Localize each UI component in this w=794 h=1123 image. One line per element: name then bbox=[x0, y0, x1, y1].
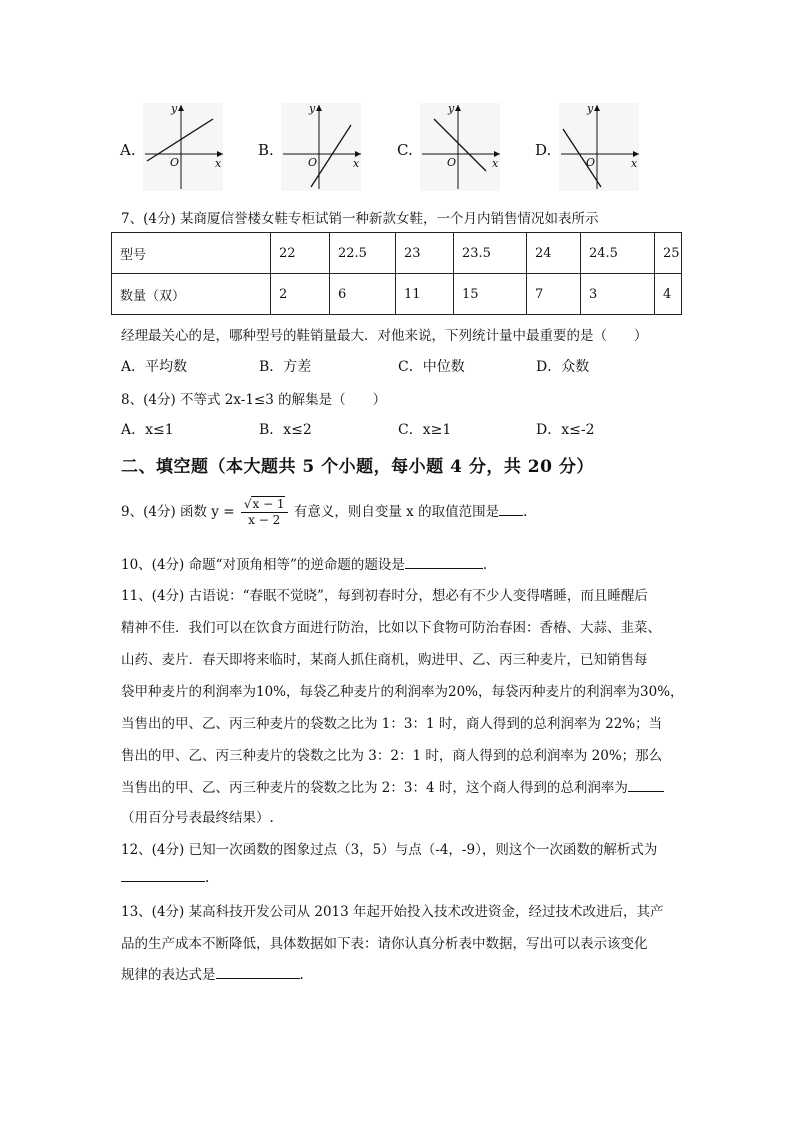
option-d-label: D. bbox=[535, 141, 552, 159]
q12-answer bbox=[121, 867, 209, 886]
q10-answer-blank[interactable] bbox=[405, 554, 483, 569]
q13-line: 13、(4分) 某高科技开发公司从 2013 年起开始投入技术改进资金，经过技术改进后，其产 bbox=[121, 904, 664, 920]
q9-prefix: 9、(4分) 函数 y = bbox=[121, 504, 235, 520]
q11-note: （用百分号表最终结果）. bbox=[121, 810, 274, 826]
option-d-graph bbox=[559, 103, 639, 191]
q8-choice-c: C．x≥1 bbox=[398, 422, 452, 438]
table-cell: 11 bbox=[396, 274, 454, 315]
option-a-y: y bbox=[171, 103, 178, 115]
q9-end: . bbox=[523, 504, 528, 520]
table-row bbox=[112, 233, 682, 274]
option-c-x: x bbox=[492, 157, 499, 170]
q9-answer-blank[interactable] bbox=[499, 501, 523, 516]
table-cell: 23 bbox=[396, 233, 454, 274]
q11-line: 山药、麦片．春天即将来临时，某商人抓住商机，购进甲、乙、丙三种麦片，已知销售每 bbox=[121, 652, 648, 668]
table-cell: 25 bbox=[655, 233, 682, 274]
q9-fraction: $\frac{√x - 1}{x - 2}$ bbox=[241, 497, 288, 528]
q7-choice-a: A．平均数 bbox=[121, 359, 188, 375]
q7-text: 7、(4分) 某商厦信誉楼女鞋专柜试销一种新款女鞋，一个月内销售情况如表所示 bbox=[121, 211, 599, 227]
q11-line: 11、(4分) 古语说：“春眠不觉晓”，每到初春时分，想必有不少人变得嗜睡，而且睡醒后 bbox=[121, 588, 648, 604]
q8-choice-d: D．x≤-2 bbox=[536, 422, 595, 438]
option-b-label: B. bbox=[258, 141, 274, 159]
q13-line: 品的生产成本不断降低，具体数据如下表：请你认真分析表中数据，写出可以表示该变化 bbox=[121, 936, 648, 952]
option-c-label: C. bbox=[397, 141, 413, 159]
table-row bbox=[112, 274, 682, 315]
q11-line: 袋甲种麦片的利润率为10%，每袋乙种麦片的利润率为20%，每袋丙种麦片的利润率为30%， bbox=[121, 684, 684, 700]
q12-answer-blank[interactable] bbox=[121, 867, 205, 882]
option-d-y: y bbox=[587, 103, 594, 115]
q9-suffix: 有意义，则自变量 x 的取值范围是 bbox=[293, 504, 500, 520]
table-cell: 15 bbox=[454, 274, 527, 315]
q8-choice-b: B．x≤2 bbox=[259, 422, 312, 438]
q11-line: 精神不佳．我们可以在饮食方面进行防治，比如以下食物可防治春困：香椿、大蒜、韭菜、 bbox=[121, 620, 661, 636]
option-c-origin: O bbox=[447, 156, 457, 169]
option-b-graph bbox=[281, 103, 361, 191]
table-cell: 6 bbox=[330, 274, 396, 315]
table-cell: 23.5 bbox=[454, 233, 527, 274]
q13-line-last bbox=[121, 963, 304, 983]
section-heading: 二、填空题（本大题共 5 个小题，每小题 4 分，共 20 分） bbox=[121, 457, 594, 477]
option-d-x: x bbox=[631, 157, 638, 170]
shoe-sales-table bbox=[111, 232, 682, 315]
table-cell: 24.5 bbox=[581, 233, 655, 274]
q7-choice-d: D．众数 bbox=[536, 359, 590, 375]
q10-end: . bbox=[482, 557, 488, 573]
option-a-label: A. bbox=[120, 141, 136, 159]
q9-denominator: x − 2 bbox=[248, 513, 281, 527]
option-a-origin: O bbox=[170, 156, 180, 169]
q7-choice-c: C．中位数 bbox=[398, 359, 465, 375]
q13-answer-blank[interactable] bbox=[216, 964, 300, 979]
table-cell: 24 bbox=[527, 233, 581, 274]
q11-line-text: 当售出的甲、乙、丙三种麦片的袋数之比为 2：3：4 时，这个商人得到的总利润率为 bbox=[121, 780, 628, 796]
table-cell: 22 bbox=[271, 233, 330, 274]
option-b-origin: O bbox=[308, 156, 318, 169]
table-cell: 4 bbox=[655, 274, 682, 315]
option-b-y: y bbox=[309, 103, 316, 115]
table-cell: 22.5 bbox=[330, 233, 396, 274]
option-c-y: y bbox=[448, 103, 455, 115]
q10 bbox=[121, 553, 487, 573]
q11-line: 当售出的甲、乙、丙三种麦片的袋数之比为 1：3：1 时，商人得到的总利润率为 22%；当 bbox=[121, 716, 663, 732]
q13-last-text: 规律的表达式是 bbox=[121, 967, 216, 983]
q8-choice-a: A．x≤1 bbox=[121, 422, 174, 438]
option-d-origin: O bbox=[586, 156, 596, 169]
q10-prefix: 10、(4分) 命题“对顶角相等”的逆命题的题设是 bbox=[121, 557, 405, 573]
option-c-graph bbox=[420, 103, 500, 191]
q11-answer-blank[interactable] bbox=[628, 777, 664, 792]
q9 bbox=[121, 497, 527, 528]
table-cell: 数量（双） bbox=[112, 274, 271, 315]
option-a-graph bbox=[143, 103, 223, 191]
q7-choice-b: B．方差 bbox=[259, 359, 312, 375]
q7-followup: 经理最关心的是，哪种型号的鞋销量最大．对他来说，下列统计量中最重要的是（ ） bbox=[121, 328, 648, 344]
option-b-x: x bbox=[353, 157, 360, 170]
q12-end: . bbox=[205, 870, 210, 886]
q11-line: 售出的甲、乙、丙三种麦片的袋数之比为 3：2：1 时，商人得到的总利润率为 20%；那么 bbox=[121, 748, 663, 764]
q9-numerator: x − 1 bbox=[252, 497, 285, 511]
table-cell: 2 bbox=[271, 274, 330, 315]
option-a-x: x bbox=[215, 157, 222, 170]
q11-line-last bbox=[121, 776, 664, 796]
q13-end: . bbox=[299, 967, 304, 983]
table-cell: 3 bbox=[581, 274, 655, 315]
q8-text: 8、(4分) 不等式 2x-1≤3 的解集是（ ） bbox=[121, 392, 387, 408]
table-cell: 7 bbox=[527, 274, 581, 315]
table-cell: 型号 bbox=[112, 233, 271, 274]
q12-text: 12、(4分) 已知一次函数的图象过点（3，5）与点（-4，-9），则这个一次函数的解析式为 bbox=[121, 842, 658, 858]
